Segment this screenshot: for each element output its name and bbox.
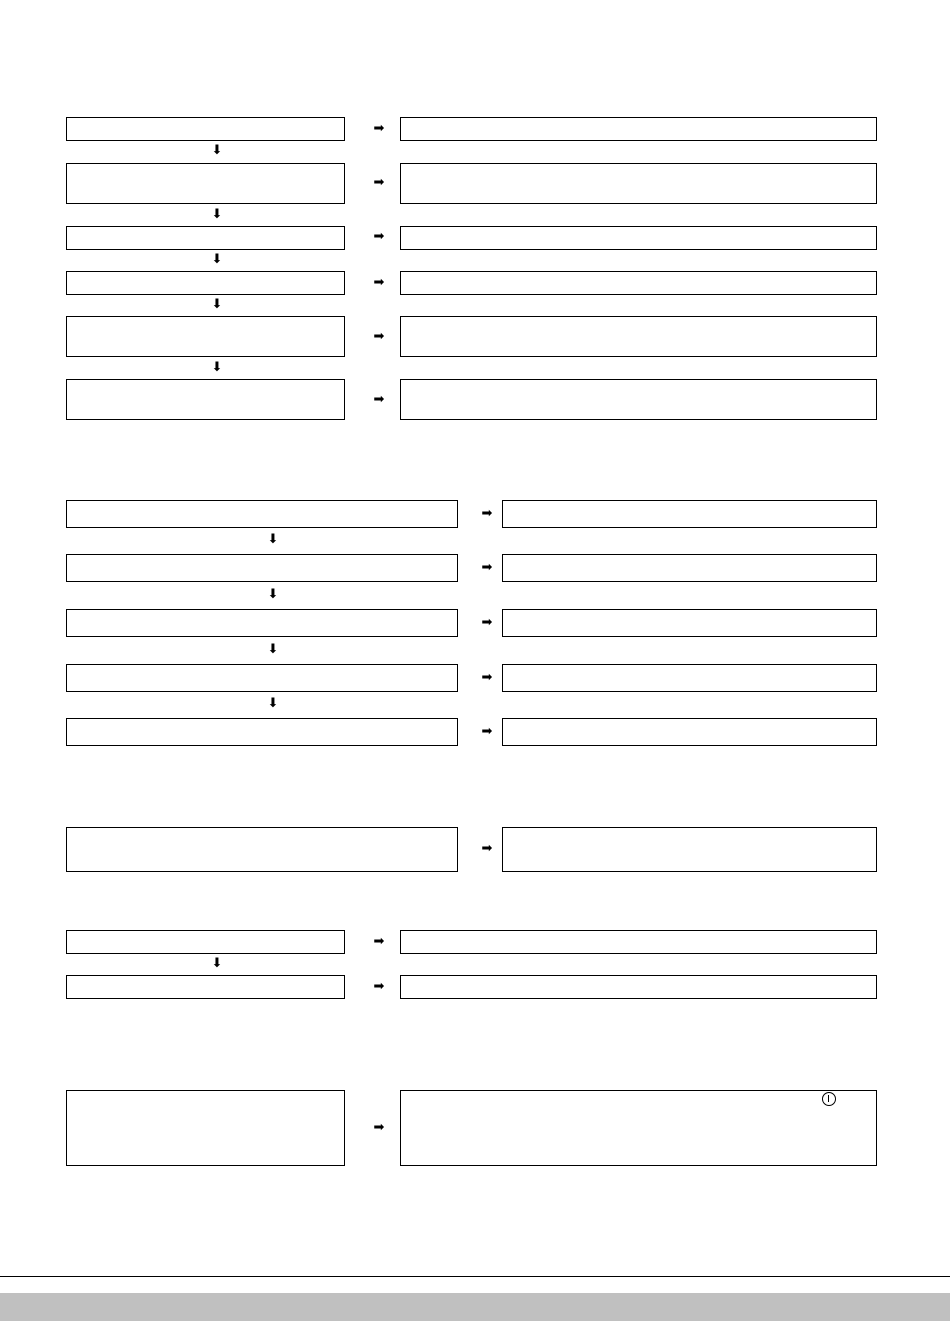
arrow-right-icon: ➡ (373, 392, 385, 407)
flow-1-step-1-condition (66, 117, 345, 141)
arrow-down-icon: ⬇ (267, 642, 279, 657)
arrow-down-icon: ⬇ (211, 143, 223, 158)
flow-1-step-6-condition (66, 379, 345, 420)
arrow-down-icon: ⬇ (267, 696, 279, 711)
flow-1-step-3-condition (66, 226, 345, 250)
flow-5-step-1-condition (66, 1090, 345, 1166)
flow-5-step-1-result (400, 1090, 877, 1166)
arrow-right-icon: ➡ (373, 121, 385, 136)
arrow-down-icon: ⬇ (267, 532, 279, 547)
flow-2-step-1-result (502, 500, 877, 528)
flow-2-step-2-condition (66, 554, 458, 582)
arrow-right-icon: ➡ (373, 275, 385, 290)
arrow-right-icon: ➡ (373, 934, 385, 949)
arrow-right-icon: ➡ (481, 506, 493, 521)
flow-1-step-2-result (400, 163, 877, 204)
arrow-right-icon: ➡ (481, 724, 493, 739)
arrow-down-icon: ⬇ (211, 207, 223, 222)
arrow-right-icon: ➡ (373, 229, 385, 244)
arrow-down-icon: ⬇ (267, 587, 279, 602)
arrow-down-icon: ⬇ (211, 252, 223, 267)
flow-1-step-6-result (400, 379, 877, 420)
footer-divider (0, 1276, 950, 1277)
flow-1-step-1-result (400, 117, 877, 141)
flow-2-step-4-condition (66, 664, 458, 692)
arrow-right-icon: ➡ (481, 670, 493, 685)
arrow-right-icon: ➡ (373, 329, 385, 344)
arrow-down-icon: ⬇ (211, 956, 223, 971)
arrow-right-icon: ➡ (481, 841, 493, 856)
flow-3-step-1-condition (66, 827, 458, 872)
flow-4-step-1-condition (66, 930, 345, 954)
arrow-right-icon: ➡ (373, 979, 385, 994)
flow-2-step-2-result (502, 554, 877, 582)
flow-1-step-2-condition (66, 163, 345, 204)
flow-2-step-3-condition (66, 609, 458, 637)
arrow-right-icon: ➡ (481, 615, 493, 630)
flow-3-step-1-result (502, 827, 877, 872)
flow-2-step-5-result (502, 718, 877, 746)
arrow-right-icon: ➡ (481, 560, 493, 575)
flow-4-step-2-condition (66, 975, 345, 999)
flow-4-step-2-result (400, 975, 877, 999)
flow-1-step-3-result (400, 226, 877, 250)
flow-1-step-5-result (400, 316, 877, 357)
flow-1-step-4-condition (66, 271, 345, 295)
power-icon (822, 1092, 836, 1106)
flow-4-step-1-result (400, 930, 877, 954)
arrow-down-icon: ⬇ (211, 297, 223, 312)
flow-1-step-5-condition (66, 316, 345, 357)
arrow-down-icon: ⬇ (211, 360, 223, 375)
flow-2-step-5-condition (66, 718, 458, 746)
flow-1-step-4-result (400, 271, 877, 295)
footer-bar (0, 1293, 950, 1321)
flow-2-step-1-condition (66, 500, 458, 528)
flow-2-step-4-result (502, 664, 877, 692)
flow-2-step-3-result (502, 609, 877, 637)
arrow-right-icon: ➡ (373, 1120, 385, 1135)
arrow-right-icon: ➡ (373, 175, 385, 190)
